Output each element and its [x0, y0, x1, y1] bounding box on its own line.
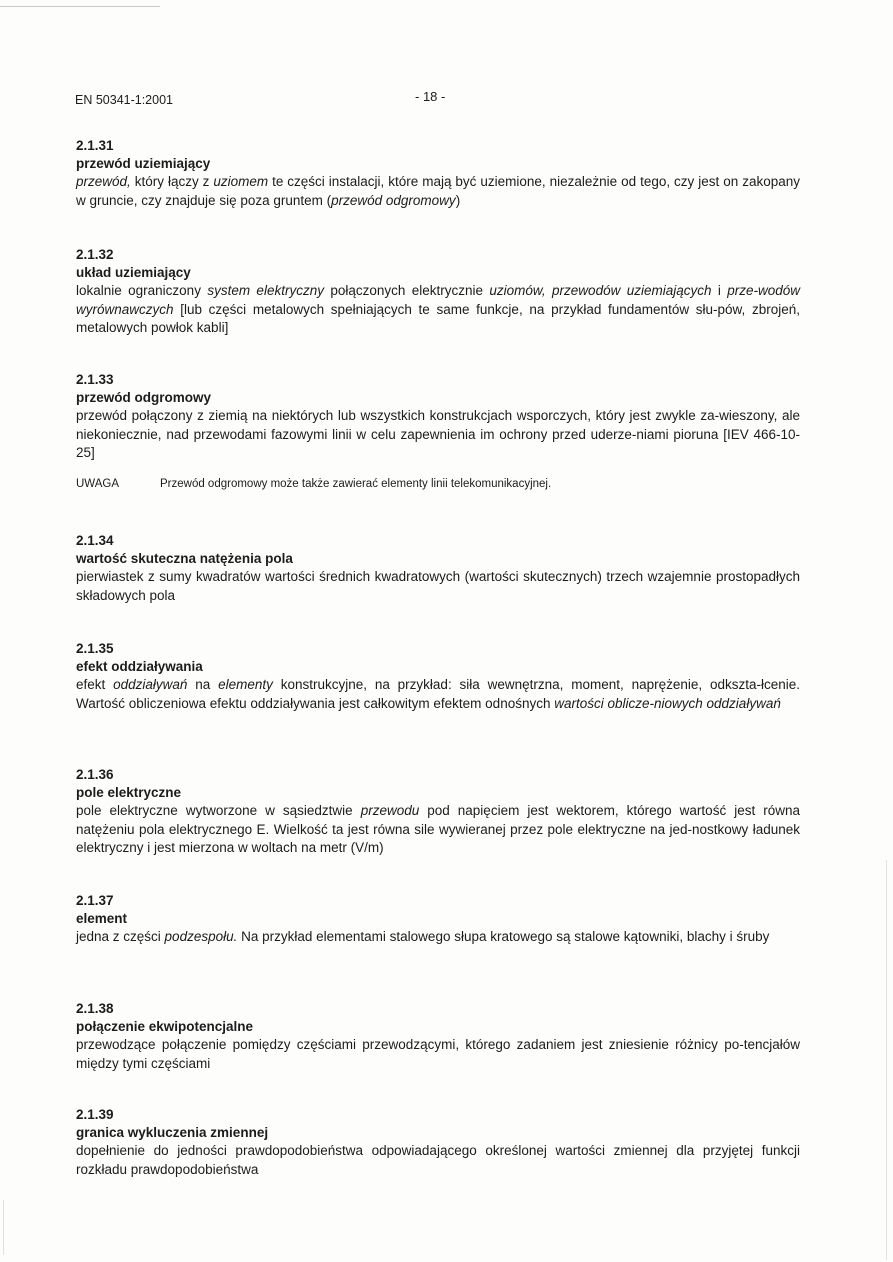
- definition-text-run: przewodzące połączenie pomiędzy częściami przewodzącymi, którego zadaniem jest zniesienie różnicy po-tencjałów między tymi częściami: [76, 1037, 800, 1071]
- document-id: EN 50341-1:2001: [75, 93, 173, 107]
- definition-text-run: konstrukcyjne, na przykład: siła wewnętrzna, moment, naprężenie, odkszta-łcenie. Wartość obliczeniowa efektu oddziaływania jest całkowitym efektem odnośnych: [76, 677, 800, 711]
- definition-entry: [76, 892, 800, 947]
- definition-entry: [76, 640, 800, 713]
- definition-italic-run: przewód odgromowy: [331, 192, 456, 208]
- entry-number: 2.1.39: [76, 1107, 114, 1122]
- definition-text-run: dopełnienie do jedności prawdopodobieństwa odpowiadającego określonej wartości zmiennej dla przyjętej funkcji rozkładu prawdopodobieństwa: [76, 1143, 800, 1177]
- entry-term: granica wykluczenia zmiennej: [76, 1125, 269, 1140]
- note-label: UWAGA: [76, 478, 120, 490]
- page-number: - 18 -: [415, 89, 446, 104]
- entry-definition: [76, 802, 800, 858]
- entry-term: przewód odgromowy: [76, 390, 211, 405]
- scan-edge-shadow-left: [3, 1200, 4, 1255]
- entry-definition: [76, 676, 800, 713]
- definition-entry: [76, 532, 800, 605]
- definition-entry: [76, 137, 800, 210]
- entry-term: pole elektryczne: [76, 785, 182, 800]
- entry-term: efekt oddziaływania: [76, 659, 203, 674]
- definition-italic-run: wartości oblicze-niowych oddziaływań: [554, 695, 781, 711]
- definition-text-run: pod napięciem jest wektorem, którego wartość jest równa natężeniu pola elektrycznego E. Wielkość ta jest równa sile wywieranej przez pole elektryczne na jed-nostkowy ładunek elektryczny i jest mierzona w woltach na metr (V/m): [76, 803, 800, 855]
- definition-text-run: połączonych elektrycznie: [323, 283, 490, 298]
- entry-term: układ uziemiający: [76, 265, 191, 280]
- entry-definition: [76, 407, 800, 463]
- definition-text-run: na: [187, 677, 219, 692]
- definition-italic-run: przewodu: [360, 803, 420, 818]
- page-header: [75, 89, 795, 109]
- note-text: Przewód odgromowy może także zawierać elementy linii telekomunikacyjnej.: [160, 478, 552, 490]
- definition-text-run: efekt: [76, 677, 114, 692]
- definition-text-run: i: [711, 283, 728, 298]
- definition-text-run: lokalnie ograniczony: [76, 283, 208, 298]
- definition-italic-run: podzespołu.: [164, 929, 238, 944]
- definition-text-run: pierwiastek z sumy kwadratów wartości średnich kwadratowych (wartości skutecznych) trzech wzajemnie prostopadłych składowych pola: [76, 569, 800, 603]
- definition-italic-run: uziomów, przewodów uziemiających: [489, 283, 712, 298]
- definition-text-run: jedna z części: [76, 929, 165, 944]
- entry-definition: [76, 568, 800, 605]
- definition-entry: [76, 371, 800, 463]
- definition-entry: [76, 246, 800, 338]
- definition-italic-run: uziomem: [213, 174, 269, 189]
- entry-definition: [76, 928, 800, 947]
- scan-edge-shadow: [886, 860, 887, 1260]
- definition-italic-run: oddziaływań: [113, 677, 188, 692]
- definition-text-run: pole elektryczne wytworzone w sąsiedztwie: [76, 803, 361, 818]
- definition-text-run: [lub części metalowych spełniających te same funkcje, na przykład fundamentów słu-pów, zbrojeń, metalowych powłok kabli]: [76, 301, 800, 335]
- definition-entry: [76, 1106, 800, 1179]
- definition-italic-run: przewód,: [76, 174, 131, 189]
- entry-number: 2.1.34: [76, 533, 114, 548]
- entry-term: wartość skuteczna natężenia pola: [76, 551, 293, 566]
- scan-artifact-line: [0, 6, 160, 7]
- entry-number: 2.1.33: [76, 372, 114, 387]
- entry-term: przewód uziemiający: [76, 156, 211, 171]
- entry-number: 2.1.38: [76, 1001, 114, 1016]
- entry-definition: [76, 173, 800, 210]
- entry-number: 2.1.36: [76, 767, 114, 782]
- definition-text-run: który łączy z: [130, 174, 214, 189]
- entry-number: 2.1.31: [76, 138, 114, 153]
- definition-text-run: Na przykład elementami stalowego słupa kratowego są stalowe kątowniki, blachy i śruby: [237, 929, 770, 944]
- entry-definition: [76, 1036, 800, 1073]
- entry-term: połączenie ekwipotencjalne: [76, 1019, 254, 1034]
- definition-italic-run: elementy: [218, 677, 273, 692]
- entry-number: 2.1.32: [76, 247, 114, 262]
- entry-definition: [76, 282, 800, 338]
- definition-text-run: ): [455, 192, 461, 208]
- entry-term: element: [76, 911, 128, 926]
- entry-number: 2.1.37: [76, 893, 114, 908]
- entry-number: 2.1.35: [76, 641, 114, 656]
- definition-text-run: przewód połączony z ziemią na niektórych lub wszystkich konstrukcjach wsporczych, który jest zwykle za-wieszony, ale niekoniecznie, nad przewodami fazowymi linii w celu zapewnienia im ochrony przed uderze-niami pioruna [IEV 466-10-25]: [76, 408, 800, 460]
- definition-text-run: te części instalacji, które mają być uziemione, niezależnie od tego, czy jest on zakopany w gruncie, czy znajduje się poza gruntem (: [76, 174, 800, 208]
- definition-entry: [76, 766, 800, 858]
- note: [76, 478, 800, 490]
- definition-italic-run: prze-wodów wyrównawczych: [76, 283, 801, 317]
- definition-italic-run: system elektryczny: [207, 283, 324, 298]
- entry-definition: [76, 1142, 800, 1179]
- definition-entry: [76, 1000, 800, 1073]
